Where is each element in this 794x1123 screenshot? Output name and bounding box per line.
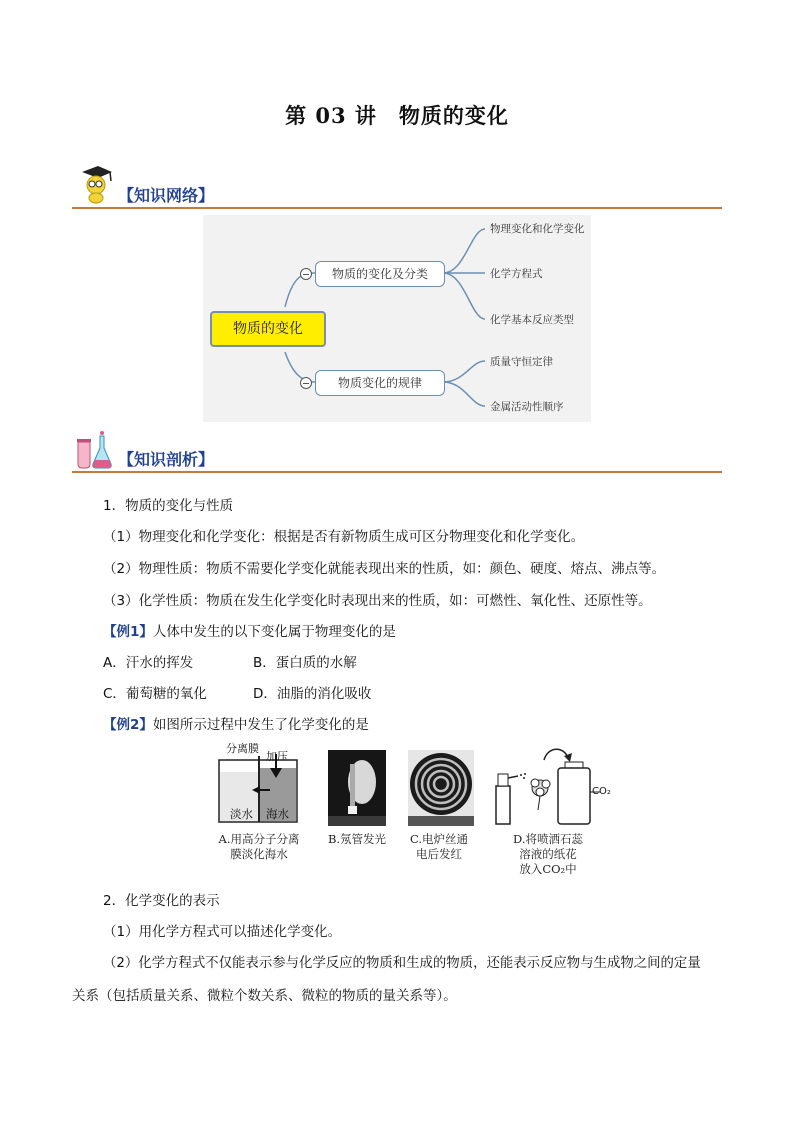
caption-c: C.电炉丝通 电后发红 — [409, 832, 469, 861]
scholar-icon — [76, 163, 114, 205]
caption-d: D.将喷洒石蕊 溶液的纸花 放入CO₂中 — [513, 832, 583, 876]
flask-icon — [72, 430, 114, 470]
paragraph: （2）化学方程式不仅能表示参与化学反应的物质和生成的物质，还能表示反应物与生成物之间的定量 — [103, 956, 701, 971]
neon-tube-photo — [328, 750, 386, 826]
heading-change-representation: 2．化学变化的表示 — [103, 893, 220, 909]
label-sea-water: 海水 — [266, 807, 289, 821]
example-question: 如图所示过程中发生了化学变化的是 — [152, 717, 369, 733]
heading-change-and-property: 1．物质的变化与性质 — [103, 498, 234, 514]
example-tag: 【例2】 — [103, 717, 153, 733]
mind-map-branch-classification: 物质的变化及分类 — [315, 261, 445, 287]
example-1 — [103, 620, 396, 640]
example-tag: 【例1】 — [103, 624, 153, 640]
section-divider — [72, 207, 722, 209]
option-c: C．葡萄糖的氧化 — [103, 686, 207, 702]
mind-map-leaf: 质量守恒定律 — [490, 356, 553, 368]
mind-map — [203, 215, 591, 422]
example-question: 人体中发生的以下变化属于物理变化的是 — [152, 624, 396, 640]
mind-map-leaf: 化学基本反应类型 — [490, 314, 574, 326]
label-pressure: 加压 — [266, 750, 288, 763]
option-b: B．蛋白质的水解 — [253, 655, 357, 671]
caption-a: A.用高分子分离 膜淡化海水 — [218, 832, 300, 861]
paragraph-continuation: 关系（包括质量关系、微粒个数关系、微粒的物质的量关系等）。 — [72, 988, 457, 1004]
option-d: D．油脂的消化吸收 — [253, 686, 372, 702]
label-fresh-water: 淡水 — [230, 807, 253, 821]
mind-map-leaf: 物理变化和化学变化 — [490, 223, 585, 235]
collapse-icon[interactable] — [300, 268, 312, 280]
example-2 — [103, 713, 369, 733]
collapse-icon[interactable] — [300, 377, 312, 389]
caption-b: B.氖管发光 — [327, 832, 387, 846]
mind-map-branch-laws: 物质变化的规律 — [315, 370, 445, 396]
paragraph: （1）物理变化和化学变化：根据是否有新物质生成可区分物理变化和化学变化。 — [103, 529, 585, 545]
option-a: A．汗水的挥发 — [103, 655, 194, 671]
section-divider — [72, 471, 722, 473]
mind-map-leaf: 金属活动性顺序 — [490, 401, 564, 413]
mind-map-root: 物质的变化 — [210, 311, 326, 347]
paragraph: （3）化学性质：物质在发生化学变化时表现出来的性质，如：可燃性、氧化性、还原性等。 — [103, 593, 652, 609]
paragraph: （1）用化学方程式可以描述化学变化。 — [103, 924, 342, 940]
page-title: 第 03 讲 物质的变化 — [285, 103, 509, 128]
section-heading-network: 【知识网络】 — [118, 186, 215, 205]
section-heading-analysis: 【知识剖析】 — [118, 450, 215, 469]
stove-coil-photo — [408, 750, 474, 826]
label-membrane: 分离膜 — [226, 742, 259, 755]
example-2-figure — [200, 738, 620, 878]
paragraph: （2）物理性质：物质不需要化学变化就能表现出来的性质，如：颜色、硬度、熔点、沸点等。 — [103, 561, 666, 577]
mind-map-leaf: 化学方程式 — [490, 268, 543, 280]
label-co2: CO₂ — [592, 786, 611, 797]
